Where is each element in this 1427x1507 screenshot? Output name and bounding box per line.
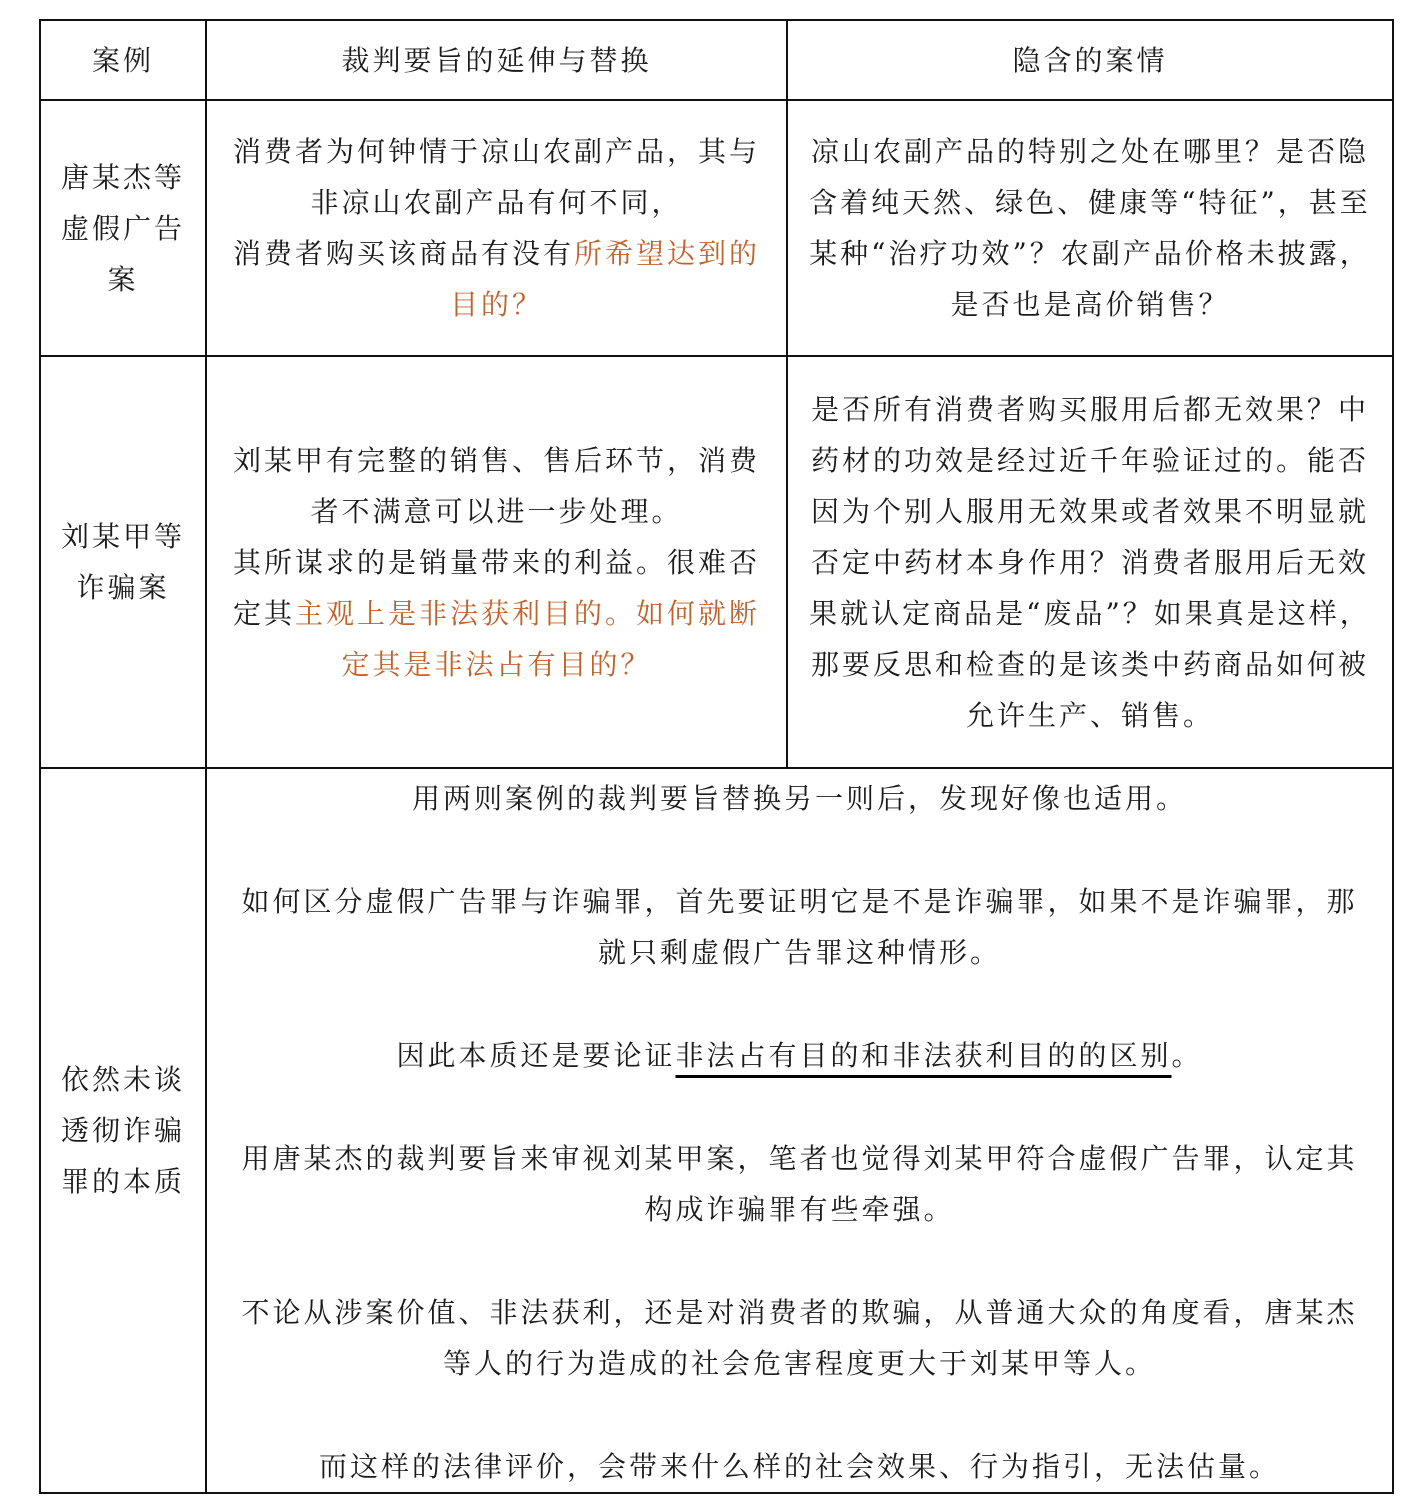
implied-cell: 凉山农副产品的特别之处在哪里？是否隐含着纯天然、绿色、健康等“特征”，甚至某种“治疗功效”？农副产品价格未披露，是否也是高价销售？ [787, 100, 1393, 356]
summary-label: 依然未谈透彻诈骗罪的本质 [40, 768, 206, 1493]
extension-text: 刘某甲有完整的销售、售后环节，消费者不满意可以进一步处理。 [232, 443, 760, 528]
summary-paragraph: 用唐某杰的裁判要旨来审视刘某甲案，笔者也觉得刘某甲符合虚假广告罪，认定其构成诈骗罪有些牵强。 [241, 1142, 1358, 1226]
summary-paragraph: 因此本质还是要论证非法占有目的和非法获利目的的区别。 [396, 1039, 1203, 1072]
header-extension: 裁判要旨的延伸与替换 [206, 20, 787, 100]
highlighted-text: 主观上是非法获利目的。如何就断定其是非法占有目的？ [295, 596, 761, 681]
extension-text: 消费者为何钟情于凉山农副产品，其与非凉山农副产品有何不同， [232, 135, 760, 219]
implied-cell: 是否所有消费者购买服用后都无效果？中药材的功效是经过近千年验证过的。能否因为个别人服用无效果或者效果不明显就否定中药材本身作用？消费者服用后无效果就认定商品是“废品”？如果真是这样，那要反思和检查的是该类中药商品如何被允许生产、销售。 [787, 356, 1393, 768]
summary-paragraph: 如何区分虚假广告罪与诈骗罪，首先要证明它是不是诈骗罪，如果不是诈骗罪，那就只剩虚假广告罪这种情形。 [241, 885, 1358, 969]
table-row [40, 100, 1393, 356]
extension-cell [206, 100, 787, 356]
summary-paragraph: 不论从涉案价值、非法获利，还是对消费者的欺骗，从普通大众的角度看，唐某杰等人的行为造成的社会危害程度更大于刘某甲等人。 [241, 1296, 1358, 1380]
case-name: 唐某杰等虚假广告案 [40, 100, 206, 356]
summary-paragraph: 而这样的法律评价，会带来什么样的社会效果、行为指引，无法估量。 [318, 1450, 1280, 1483]
underlined-key-point: 非法占有目的和非法获利目的的区别 [675, 1039, 1172, 1072]
extension-text-2: 其所谋求的是销量带来的利益。很难否定其主观上是非法获利目的。如何就断定其是非法占有目的？ [232, 545, 761, 681]
table-header-row [40, 20, 1393, 100]
table-row [40, 356, 1393, 768]
header-implied: 隐含的案情 [787, 20, 1393, 100]
summary-paragraph: 用两则案例的裁判要旨替换另一则后，发现好像也适用。 [411, 782, 1187, 815]
highlighted-text: 所希望达到的目的？ [449, 237, 761, 321]
header-case: 案例 [40, 20, 206, 100]
case-comparison-table [39, 19, 1394, 1494]
extension-text-2: 消费者购买该商品有没有所希望达到的目的？ [232, 237, 761, 321]
summary-row [40, 768, 1393, 1493]
case-name: 刘某甲等诈骗案 [40, 356, 206, 768]
summary-cell [206, 768, 1393, 1493]
extension-cell [206, 356, 787, 768]
